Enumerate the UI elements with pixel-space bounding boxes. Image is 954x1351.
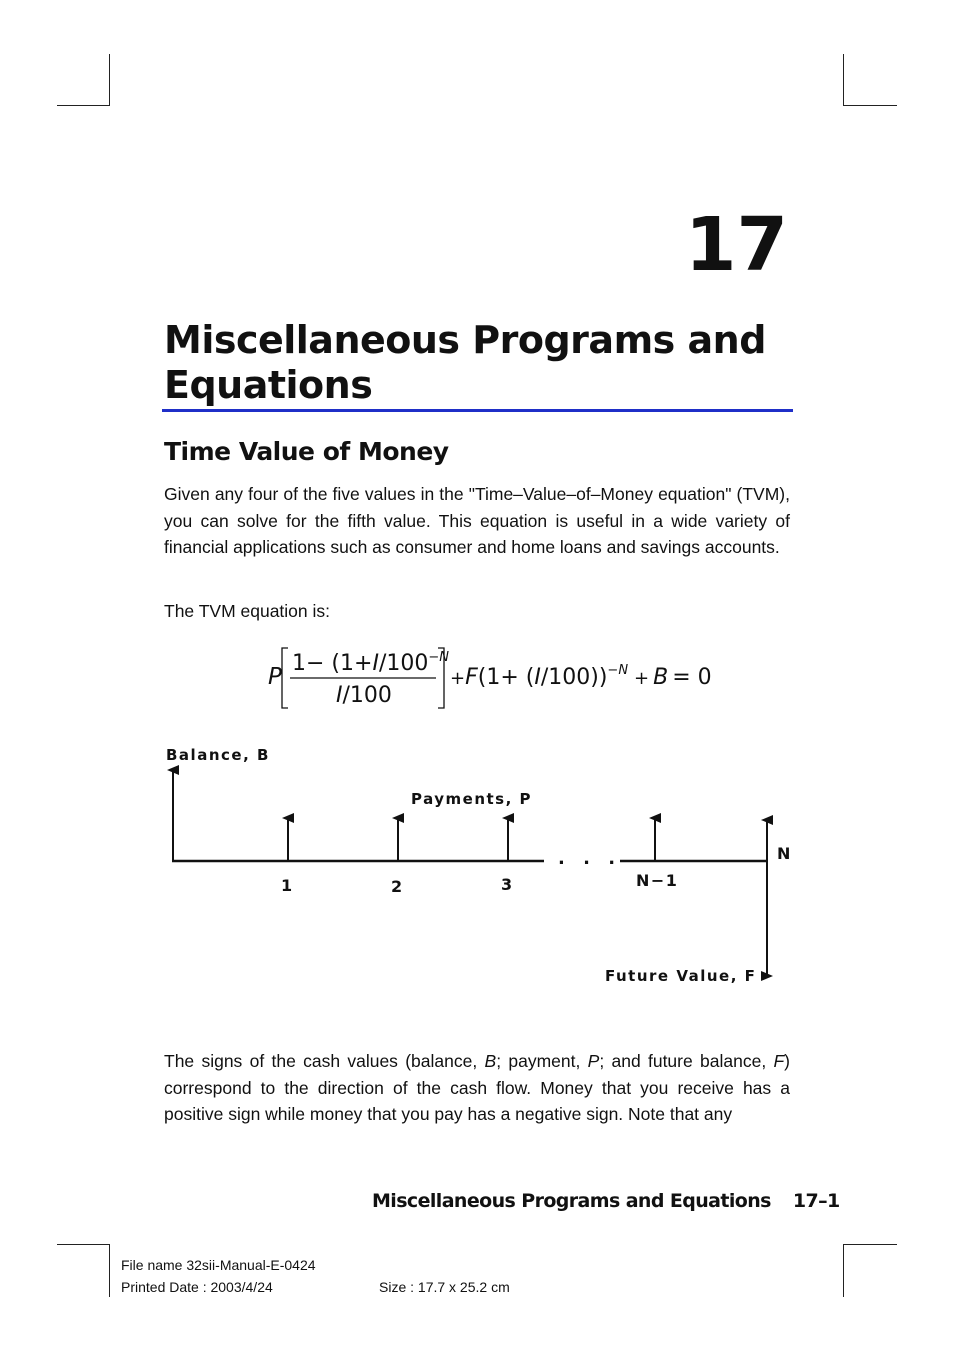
balance-label: Balance, B bbox=[166, 746, 270, 764]
crop-mark-top-left-h bbox=[57, 105, 110, 106]
eq-b: B bbox=[653, 665, 669, 690]
crop-mark-bottom-right-h bbox=[843, 1244, 897, 1245]
svg-text:1− (1+I/100−N bbox=[292, 650, 449, 676]
cash-flow-diagram bbox=[160, 740, 800, 990]
printed-date: Printed Date : 2003/4/24 bbox=[121, 1279, 273, 1295]
period-label: 1 bbox=[281, 876, 293, 895]
eq-rest-exp: −N bbox=[607, 663, 629, 678]
period-label: N−1 bbox=[636, 871, 679, 890]
running-footer bbox=[372, 1190, 840, 1212]
eq-left-bracket bbox=[282, 648, 288, 708]
chapter-title: Miscellaneous Programs and Equations bbox=[164, 318, 766, 407]
period-label: 3 bbox=[501, 875, 513, 894]
crop-mark-bottom-left-v bbox=[109, 1244, 110, 1297]
chapter-number: 17 bbox=[685, 202, 788, 288]
eq-rest-c: /100)) bbox=[540, 665, 608, 690]
eq-f: F bbox=[465, 665, 478, 690]
period-label: 2 bbox=[391, 877, 403, 896]
signs-text: ; and future balance, bbox=[599, 1051, 774, 1071]
file-name: File name 32sii-Manual-E-0424 bbox=[121, 1257, 316, 1273]
signs-text: ; payment, bbox=[496, 1051, 588, 1071]
n-label: N bbox=[777, 844, 791, 863]
running-title: Miscellaneous Programs and Equations bbox=[372, 1190, 771, 1212]
eq-num-b: /100 bbox=[378, 651, 429, 676]
future-value-label: Future Value, F bbox=[605, 967, 757, 985]
eq-plus-1: + bbox=[450, 668, 466, 689]
eq-den-b: /100 bbox=[342, 683, 392, 708]
signs-var-p: P bbox=[587, 1051, 600, 1071]
crop-mark-top-left-v bbox=[109, 54, 110, 106]
tvm-equation bbox=[260, 640, 712, 716]
svg-text:I/100 bbox=[336, 683, 392, 708]
crop-mark-bottom-left-h bbox=[57, 1244, 110, 1245]
eq-rest-b: (1+ ( bbox=[477, 665, 535, 690]
page-size: Size : 17.7 x 25.2 cm bbox=[379, 1279, 510, 1295]
title-rule bbox=[162, 409, 793, 412]
eq-p: P bbox=[268, 664, 282, 690]
eq-num-i: I bbox=[372, 651, 379, 676]
intro-paragraph: Given any four of the five values in the "Time–Value–of–Money equation" (TVM), you can solve for the fifth value. This equation is useful in a wide variety of financial applications such as consumer and home loans and savings accounts. bbox=[164, 484, 790, 557]
eq-rest-i: I bbox=[534, 665, 541, 690]
eq-plus-2: + bbox=[634, 668, 650, 689]
signs-text: The signs of the cash values (balance, bbox=[164, 1051, 485, 1071]
payments-label: Payments, P bbox=[411, 790, 533, 808]
svg-text:+F(1+ (I/100))−N+B= 0 bbox=[450, 663, 712, 690]
crop-mark-bottom-right-v bbox=[843, 1244, 844, 1297]
signs-text: ) correspond to the direction of the cash flow. Money that you receive has a positive sign while money that you pay has a negative sign. Note that any bbox=[164, 1051, 790, 1124]
page-number: 17–1 bbox=[792, 1190, 840, 1212]
eq-den-i: I bbox=[336, 683, 343, 708]
signs-var-b: B bbox=[484, 1051, 497, 1071]
crop-mark-top-right-h bbox=[843, 105, 897, 106]
eq-num-exp: −N bbox=[428, 650, 449, 665]
eq-equals-zero: = 0 bbox=[672, 665, 712, 690]
signs-var-f: F bbox=[773, 1051, 785, 1071]
signs-paragraph bbox=[164, 1048, 790, 1128]
crop-mark-top-right-v bbox=[843, 54, 844, 106]
eq-num-a: 1− (1+ bbox=[292, 651, 373, 676]
section-title: Time Value of Money bbox=[164, 437, 449, 466]
equation-lead: The TVM equation is: bbox=[164, 601, 331, 621]
timeline-ellipsis: . . . bbox=[558, 848, 622, 869]
